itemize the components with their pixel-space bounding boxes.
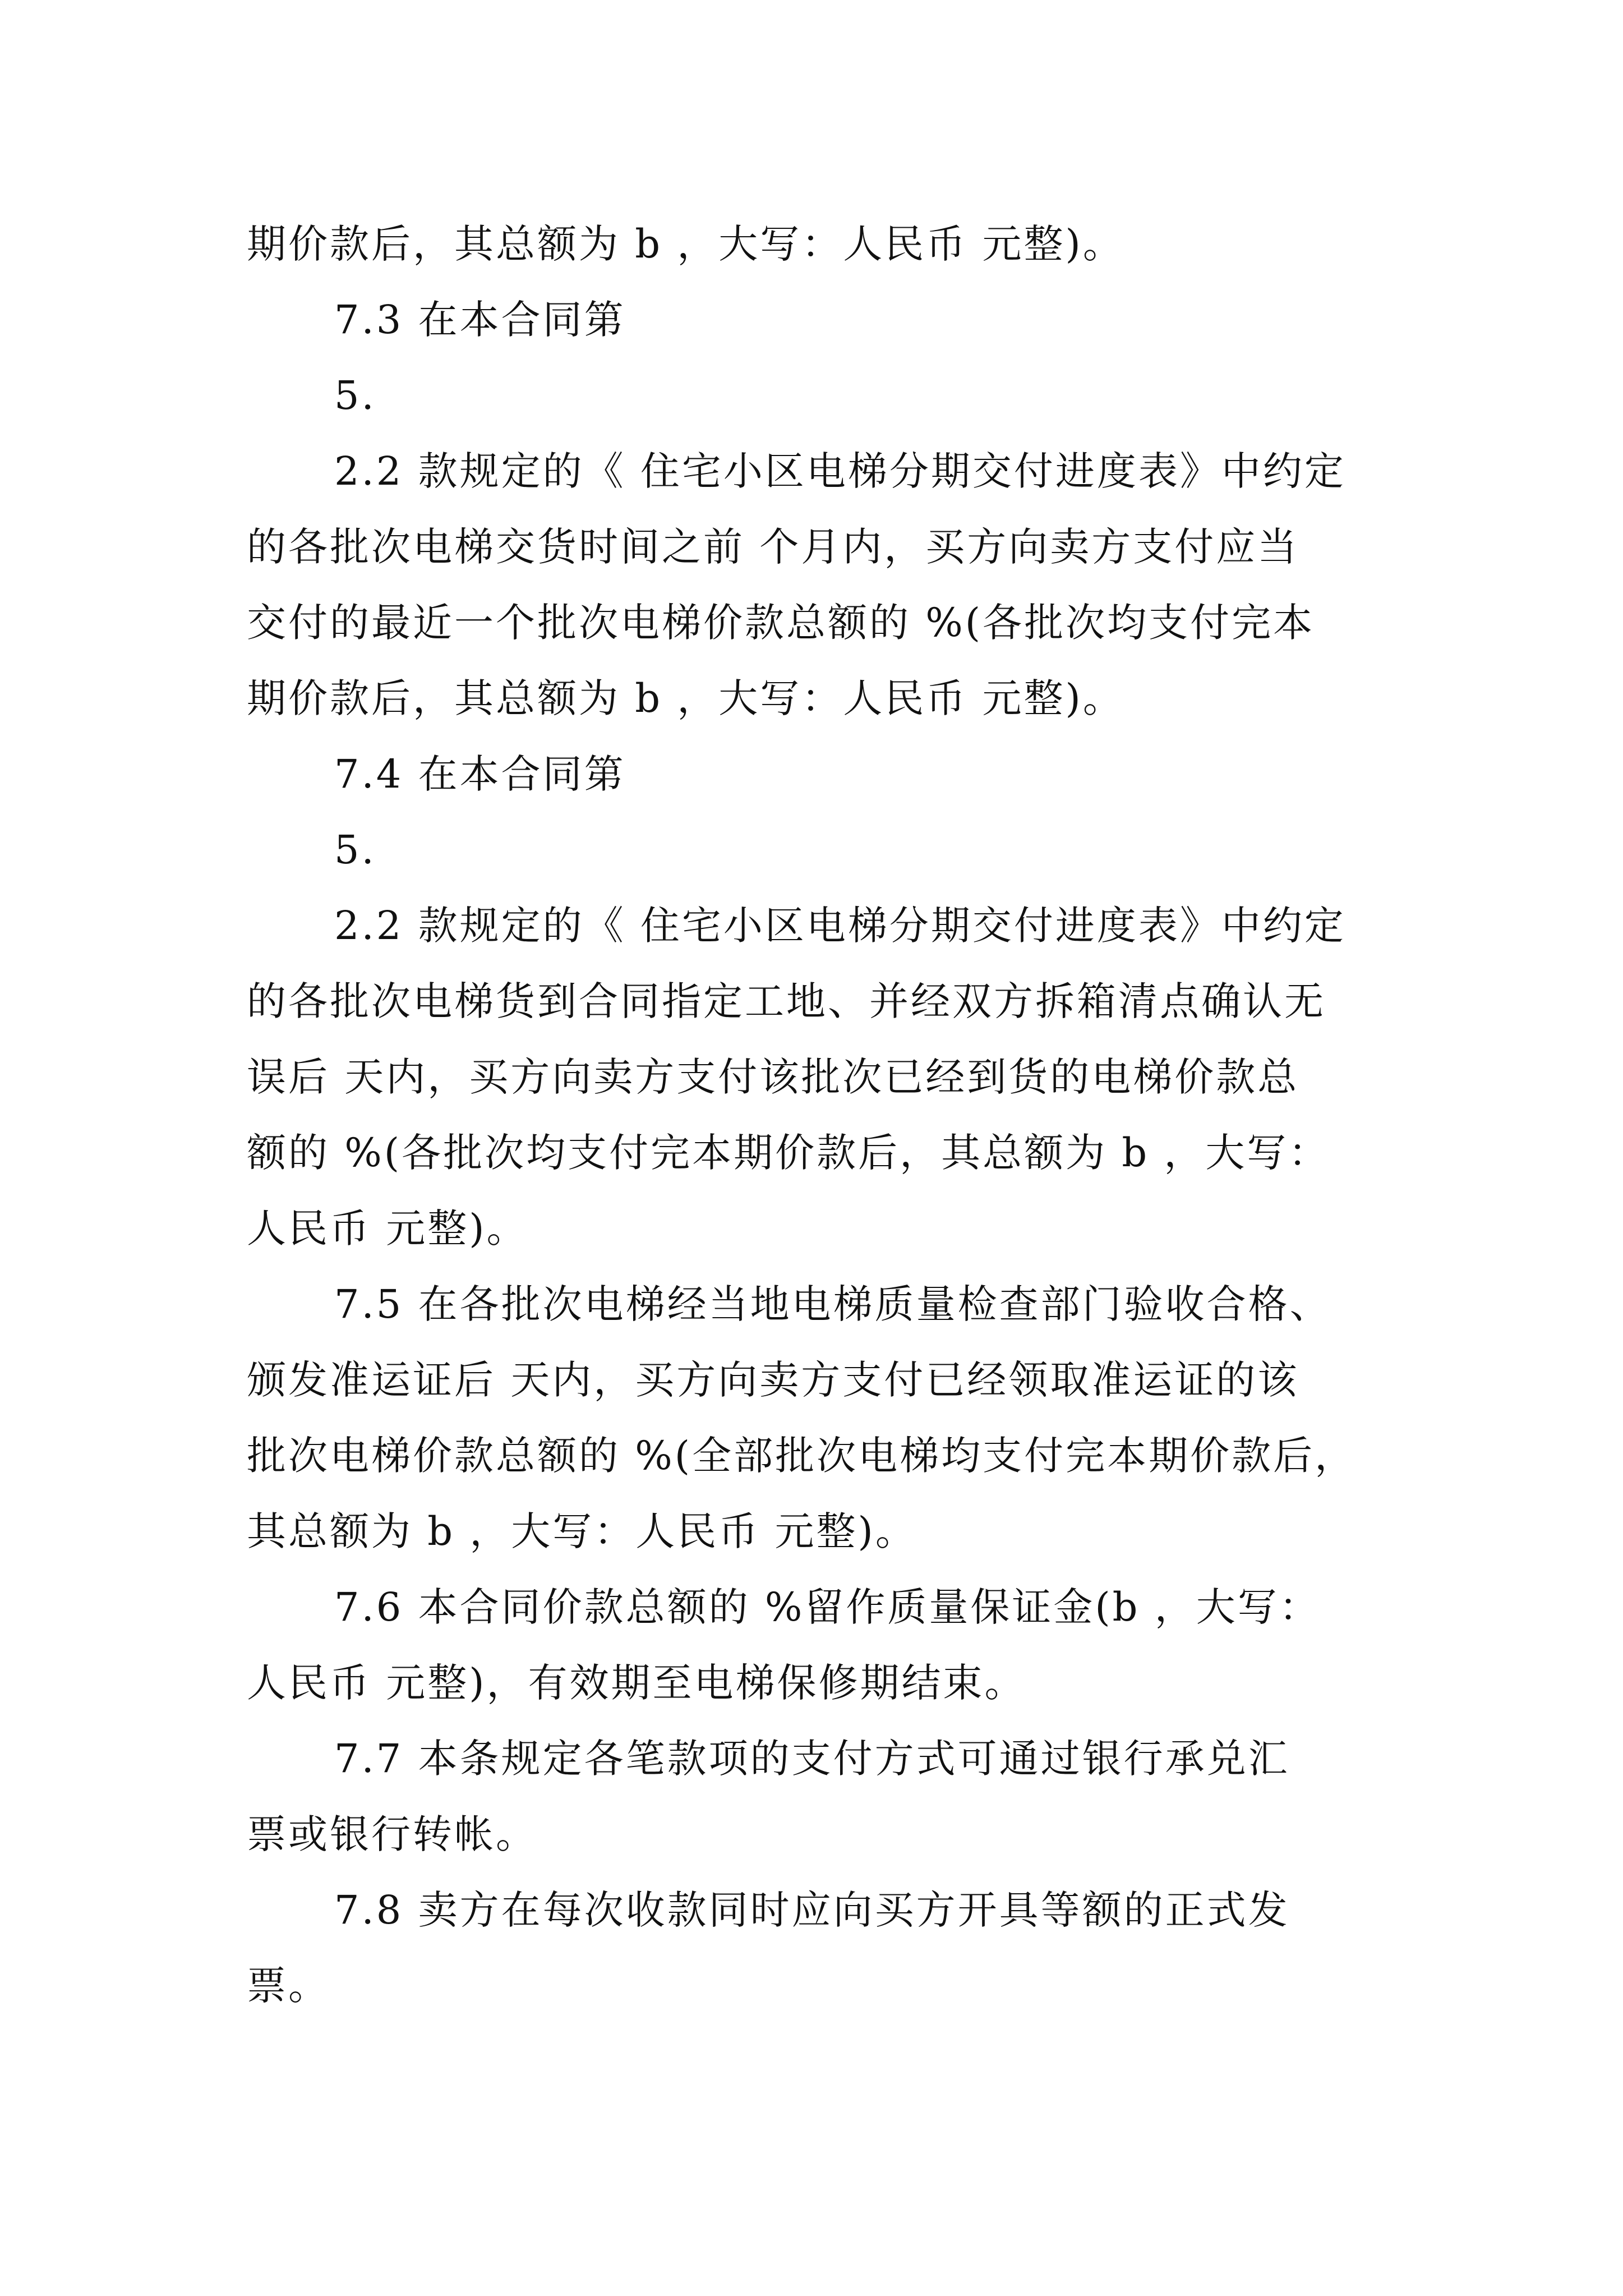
text-line: 批次电梯价款总额的 %(全部批次电梯均支付完本期价款后， — [247, 1433, 1357, 1479]
text-line: 票或银行转帐。 — [247, 1811, 537, 1857]
text-line: 2.2 款规定的《 住宅小区电梯分期交付进度表》中约定 — [334, 448, 1346, 494]
clause-7-7-text: 7.7 本条规定各笔款项的支付方式可通过银行承兑汇 — [334, 1736, 1290, 1782]
text-line: 交付的最近一个批次电梯价款总额的 %(各批次均支付完本 — [247, 600, 1315, 646]
text-line: 期价款后，其总额为 b ，大写：人民币 元整)。 — [247, 675, 1124, 721]
clause-7-5-text: 7.5 在各批次电梯经当地电梯质量检查部门验收合格、 — [334, 1281, 1331, 1327]
clause-7-3-heading: 7.3 在本合同第 — [334, 297, 626, 343]
text-line: 其总额为 b ，大写：人民币 元整)。 — [247, 1508, 917, 1554]
clause-7-4-heading: 7.4 在本合同第 — [334, 751, 626, 797]
clause-7-6-text: 7.6 本合同价款总额的 %留作质量保证金(b ，大写： — [334, 1584, 1321, 1630]
text-line: 额的 %(各批次均支付完本期价款后，其总额为 b ，大写： — [247, 1130, 1330, 1176]
text-line: 人民币 元整)。 — [247, 1205, 528, 1251]
text-line: 人民币 元整)，有效期至电梯保修期结束。 — [247, 1660, 1026, 1706]
text-line: 5. — [334, 372, 376, 418]
clause-7-8-text: 7.8 卖方在每次收款同时应向买方开具等额的正式发 — [334, 1887, 1290, 1933]
text-line: 的各批次电梯交货时间之前 个月内，买方向卖方支付应当 — [247, 524, 1299, 570]
text-line: 票。 — [247, 1963, 330, 2009]
text-line: 5. — [334, 827, 376, 873]
text-line: 期价款后，其总额为 b ，大写：人民币 元整)。 — [247, 221, 1124, 267]
text-line: 2.2 款规定的《 住宅小区电梯分期交付进度表》中约定 — [334, 903, 1346, 949]
text-line: 的各批次电梯货到合同指定工地、并经双方拆箱清点确认无 — [247, 978, 1326, 1024]
text-line: 误后 天内，买方向卖方支付该批次已经到货的电梯价款总 — [247, 1054, 1299, 1100]
text-line: 颁发准运证后 天内，买方向卖方支付已经领取准运证的该 — [247, 1357, 1299, 1403]
